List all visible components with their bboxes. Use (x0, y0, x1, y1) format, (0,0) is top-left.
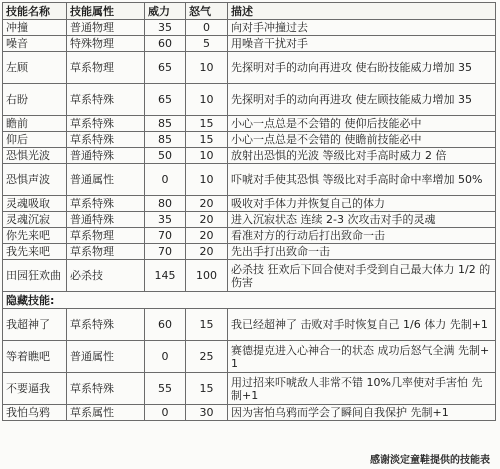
table-row (3, 20, 496, 36)
skill-name-cell: 右盼 (3, 84, 67, 116)
skill-type-cell: 必杀技 (67, 260, 145, 292)
table-row (3, 309, 496, 341)
rage-cell: 30 (186, 405, 228, 421)
power-cell: 0 (145, 164, 186, 196)
description-cell: 用过招来吓唬敌人非常不错 10%几率使对手害怕 先制+1 (228, 373, 496, 405)
rage-cell: 5 (186, 36, 228, 52)
credit-caption: 感谢淡定童鞋提供的技能表 (370, 455, 490, 466)
power-cell: 0 (145, 341, 186, 373)
skill-type-cell: 普通属性 (67, 341, 145, 373)
rage-cell: 10 (186, 164, 228, 196)
power-cell: 55 (145, 373, 186, 405)
table-row (3, 260, 496, 292)
power-cell: 50 (145, 148, 186, 164)
description-cell: 小心一点总是不会错的 使瞻前技能必中 (228, 132, 496, 148)
skill-type-cell: 草系特殊 (67, 84, 145, 116)
power-cell: 35 (145, 212, 186, 228)
skill-name-cell: 田园狂欢曲 (3, 260, 67, 292)
skill-name-cell: 我怕乌鸦 (3, 405, 67, 421)
description-cell: 进入沉寂状态 连续 2-3 次攻击对手的灵魂 (228, 212, 496, 228)
rage-cell: 15 (186, 132, 228, 148)
rage-cell: 0 (186, 20, 228, 36)
skill-type-cell: 草系特殊 (67, 116, 145, 132)
rage-cell: 20 (186, 244, 228, 260)
power-cell: 70 (145, 244, 186, 260)
skill-type-cell: 草系特殊 (67, 373, 145, 405)
hidden-skills-section-row (3, 292, 496, 309)
skill-type-cell: 草系属性 (67, 405, 145, 421)
skill-type-cell: 草系特殊 (67, 132, 145, 148)
power-cell: 145 (145, 260, 186, 292)
description-cell: 赛德提克进入心神合一的状态 成功后怒气全满 先制+1 (228, 341, 496, 373)
rage-cell: 20 (186, 212, 228, 228)
description-cell: 向对手冲撞过去 (228, 20, 496, 36)
column-header: 怒气 (186, 3, 228, 20)
power-cell: 80 (145, 196, 186, 212)
rage-cell: 25 (186, 341, 228, 373)
rage-cell: 10 (186, 52, 228, 84)
description-cell: 吸收对手体力并恢复自己的体力 (228, 196, 496, 212)
description-cell: 我已经超神了 击败对手时恢复自己 1/6 体力 先制+1 (228, 309, 496, 341)
column-header: 技能名称 (3, 3, 67, 20)
table-row (3, 84, 496, 116)
skill-type-cell: 草系特殊 (67, 309, 145, 341)
rage-cell: 15 (186, 309, 228, 341)
table-row (3, 212, 496, 228)
skill-name-cell: 灵魂吸取 (3, 196, 67, 212)
description-cell: 因为害怕乌鸦而学会了瞬间自我保护 先制+1 (228, 405, 496, 421)
skill-name-cell: 恐惧声波 (3, 164, 67, 196)
column-header: 技能属性 (67, 3, 145, 20)
table-row (3, 36, 496, 52)
skill-name-cell: 恐惧光波 (3, 148, 67, 164)
table-row (3, 132, 496, 148)
power-cell: 65 (145, 84, 186, 116)
skill-name-cell: 仰后 (3, 132, 67, 148)
column-header: 描述 (228, 3, 496, 20)
table-row (3, 341, 496, 373)
header-row (3, 3, 496, 20)
power-cell: 85 (145, 132, 186, 148)
skill-type-cell: 普通属性 (67, 164, 145, 196)
power-cell: 0 (145, 405, 186, 421)
skill-name-cell: 等着瞧吧 (3, 341, 67, 373)
rage-cell: 20 (186, 228, 228, 244)
skill-name-cell: 不要逼我 (3, 373, 67, 405)
skill-type-cell: 草系物理 (67, 228, 145, 244)
power-cell: 35 (145, 20, 186, 36)
description-cell: 先探明对手的动向再进攻 使右盼技能威力增加 35 (228, 52, 496, 84)
description-cell: 小心一点总是不会错的 使仰后技能必中 (228, 116, 496, 132)
table-row (3, 405, 496, 421)
description-cell: 看准对方的行动后打出致命一击 (228, 228, 496, 244)
rage-cell: 10 (186, 84, 228, 116)
column-header: 威力 (145, 3, 186, 20)
description-cell: 先出手打出致命一击 (228, 244, 496, 260)
table-row (3, 148, 496, 164)
rage-cell: 15 (186, 116, 228, 132)
table-row (3, 116, 496, 132)
description-cell: 用噪音干扰对手 (228, 36, 496, 52)
rage-cell: 10 (186, 148, 228, 164)
table-row (3, 373, 496, 405)
power-cell: 70 (145, 228, 186, 244)
skill-name-cell: 噪音 (3, 36, 67, 52)
description-cell: 吓唬对手使其恐惧 等级比对手高时命中率增加 50% (228, 164, 496, 196)
skill-name-cell: 我超神了 (3, 309, 67, 341)
table-row (3, 52, 496, 84)
skill-type-cell: 普通特殊 (67, 148, 145, 164)
skill-type-cell: 草系特殊 (67, 196, 145, 212)
description-cell: 先探明对手的动向再进攻 使左顾技能威力增加 35 (228, 84, 496, 116)
skill-name-cell: 你先来吧 (3, 228, 67, 244)
skill-type-cell: 草系物理 (67, 52, 145, 84)
power-cell: 85 (145, 116, 186, 132)
table-row (3, 164, 496, 196)
rage-cell: 15 (186, 373, 228, 405)
skill-type-cell: 普通特殊 (67, 212, 145, 228)
power-cell: 65 (145, 52, 186, 84)
skill-name-cell: 我先来吧 (3, 244, 67, 260)
skill-type-cell: 普通物理 (67, 20, 145, 36)
skill-type-cell: 特殊物理 (67, 36, 145, 52)
table-row (3, 244, 496, 260)
skill-name-cell: 灵魂沉寂 (3, 212, 67, 228)
rage-cell: 100 (186, 260, 228, 292)
description-cell: 必杀技 狂欢后下回合使对手受到自己最大体力 1/2 的伤害 (228, 260, 496, 292)
skill-table (2, 2, 496, 421)
power-cell: 60 (145, 309, 186, 341)
description-cell: 放射出恐惧的光波 等级比对手高时威力 2 倍 (228, 148, 496, 164)
rage-cell: 20 (186, 196, 228, 212)
skill-rows (3, 20, 496, 421)
skill-name-cell: 瞻前 (3, 116, 67, 132)
hidden-skills-label: 隐藏技能: (3, 292, 496, 309)
power-cell: 60 (145, 36, 186, 52)
table-row (3, 196, 496, 212)
table-row (3, 228, 496, 244)
skill-type-cell: 草系物理 (67, 244, 145, 260)
skill-name-cell: 左顾 (3, 52, 67, 84)
skill-name-cell: 冲撞 (3, 20, 67, 36)
